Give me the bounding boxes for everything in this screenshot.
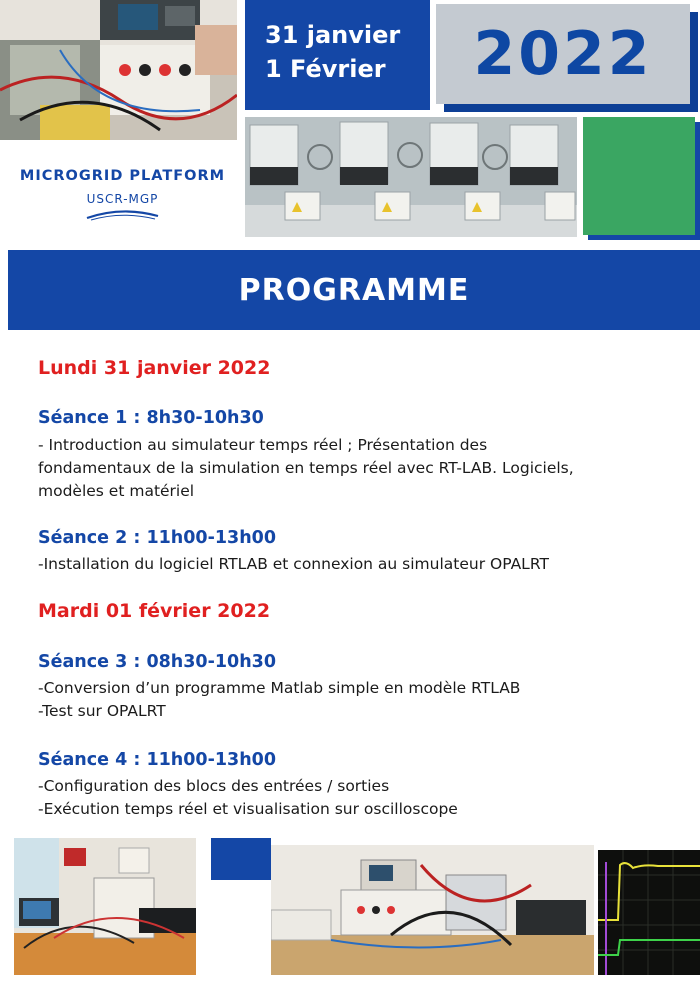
session4-line: -Configuration des blocs des entrées / sorties — [38, 777, 390, 795]
session1-description — [38, 434, 678, 503]
session2-heading — [38, 528, 276, 548]
session3-heading — [38, 652, 276, 672]
inverters-photo — [245, 117, 577, 237]
session1-line: fondamentaux de la simulation en temps réel avec RT-LAB. Logiciels, — [38, 459, 574, 477]
oscilloscope-screen-photo — [598, 850, 700, 975]
day1-title: Lundi 31 janvier 2022 — [38, 357, 271, 379]
session3-line: -Test sur OPALRT — [38, 702, 166, 720]
logo-title: MICROGRID PLATFORM — [19, 168, 226, 184]
session3-time: 08h30-10h30 — [146, 652, 277, 672]
session1-heading — [38, 408, 264, 428]
session1-time: 8h30-10h30 — [146, 408, 264, 428]
session3-label: Séance 3 : — [38, 652, 141, 672]
session1-label: Séance 1 : — [38, 408, 141, 428]
year-label: 2022 — [473, 19, 653, 89]
session4-heading — [38, 750, 276, 770]
lab-room-photo — [14, 838, 196, 975]
session2-time: 11h00-13h00 — [146, 528, 277, 548]
session1-line: - Introduction au simulateur temps réel ; Présentation des — [38, 436, 488, 454]
event-dates — [245, 0, 430, 110]
day2-title: Mardi 01 février 2022 — [38, 600, 271, 622]
programme-banner — [8, 250, 700, 330]
session2-label: Séance 2 : — [38, 528, 141, 548]
session1-line: modèles et matériel — [38, 482, 195, 500]
workbench-photo — [271, 845, 594, 975]
logo-subtitle: USCR-MGP — [86, 192, 159, 206]
logo-swoosh-icon — [85, 206, 160, 222]
blue-decor-box — [211, 838, 271, 880]
session3-description — [38, 677, 678, 723]
session3-line: -Conversion d’un programme Matlab simple en modèle RTLAB — [38, 679, 521, 697]
session2-description — [38, 553, 678, 576]
session4-description — [38, 775, 678, 821]
session4-line: -Exécution temps réel et visualisation sur oscilloscope — [38, 800, 458, 818]
date-line-2: 1 Février — [265, 55, 386, 83]
green-decor-box — [583, 117, 695, 235]
programme-title: PROGRAMME — [238, 272, 470, 308]
session2-line: -Installation du logiciel RTLAB et connexion au simulateur OPALRT — [38, 555, 549, 573]
session4-label: Séance 4 : — [38, 750, 141, 770]
date-line-1: 31 janvier — [265, 21, 401, 49]
lab-bench-photo — [0, 0, 237, 140]
session4-time: 11h00-13h00 — [146, 750, 277, 770]
